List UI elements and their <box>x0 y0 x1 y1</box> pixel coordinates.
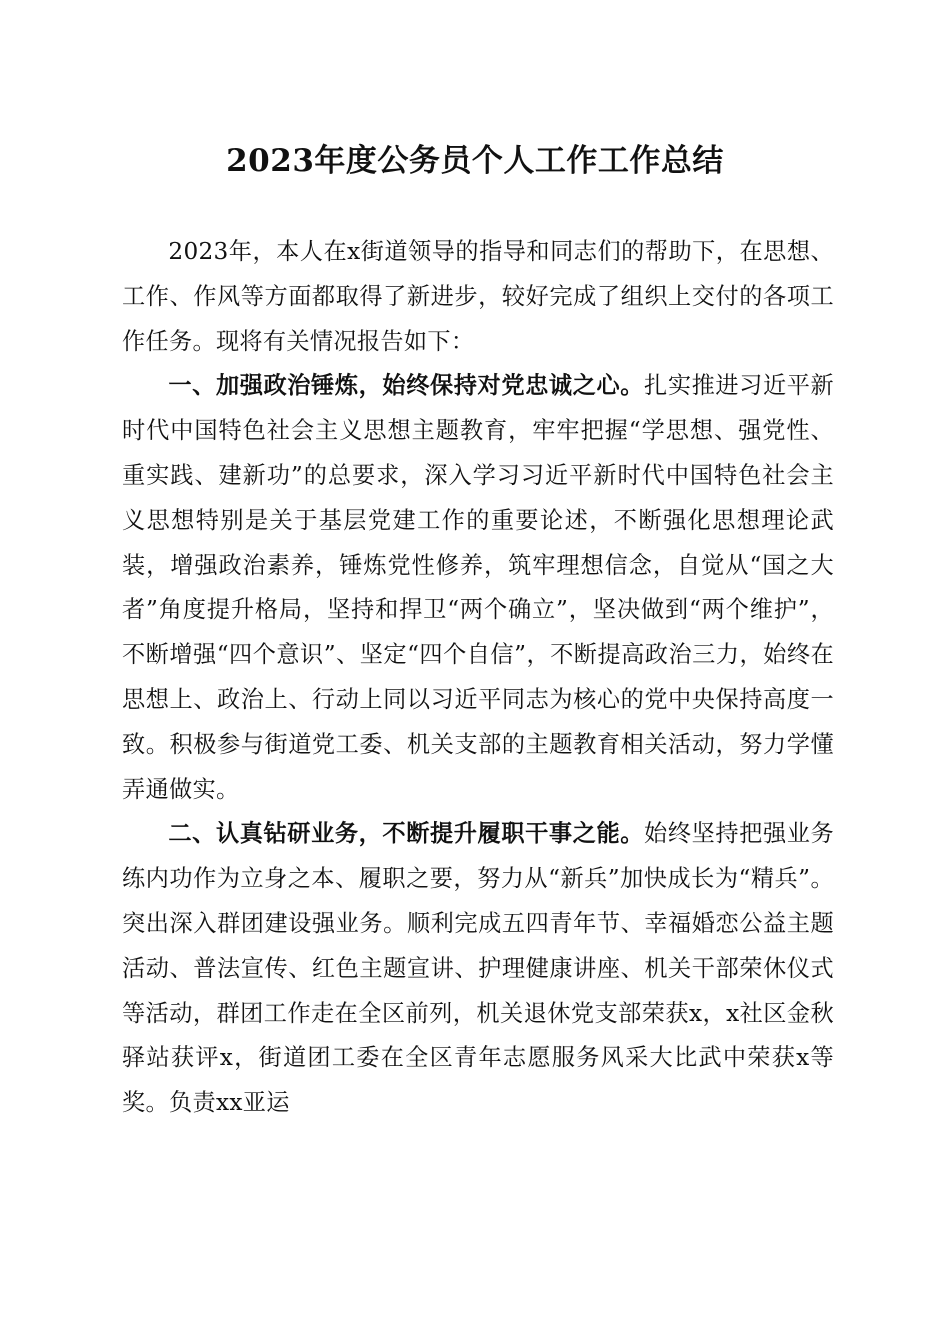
paragraph-text: 扎实推进习近平新时代中国特色社会主义思想主题教育，牢牢把握“学思想、强党性、重实践、建新功”的总要求，深入学习习近平新时代中国特色社会主义思想特别是关于基层党建工作的重要论述，不断强化思想理论武装，增强政治素养，锤炼党性修养，筑牢理想信念，自觉从“国之大者”角度提升格局，坚持和捍卫“两个确立”，坚决做到“两个维护”，不断增强“四个意识”、坚定“四个自信”，不断提高政治三力，始终在思想上、政治上、行动上同以习近平同志为核心的党中央保持高度一致。积极参与街道党工委、机关支部的主题教育相关活动，努力学懂弄通做实。 <box>122 372 834 803</box>
paragraph-text: 始终坚持把强业务练内功作为立身之本、履职之要，努力从“新兵”加快成长为“精兵”。突出深入群团建设强业务。顺利完成五四青年节、幸福婚恋公益主题活动、普法宣传、红色主题宣讲、护理健康讲座、机关干部荣休仪式等活动，群团工作走在全区前列，机关退休党支部荣获x，x社区金秋驿站获评x，街道团工委在全区青年志愿服务风采大比武中荣获x等奖。负责xx亚运 <box>122 820 834 1117</box>
paragraph-intro <box>122 230 834 364</box>
paragraph-text: 2023年，本人在x街道领导的指导和同志们的帮助下，在思想、工作、作风等方面都取得了新进步，较好完成了组织上交付的各项工作任务。现将有关情况报告如下： <box>122 238 834 355</box>
page-title: 2023年度公务员个人工作工作总结 <box>226 143 724 179</box>
section-heading: 二、认真钻研业务，不断提升履职干事之能。 <box>168 820 645 848</box>
document-body <box>122 230 834 1126</box>
paragraph-section-2 <box>122 812 834 1126</box>
section-heading: 一、加强政治锤炼，始终保持对党忠诚之心。 <box>168 372 645 400</box>
paragraph-section-1 <box>122 364 834 812</box>
